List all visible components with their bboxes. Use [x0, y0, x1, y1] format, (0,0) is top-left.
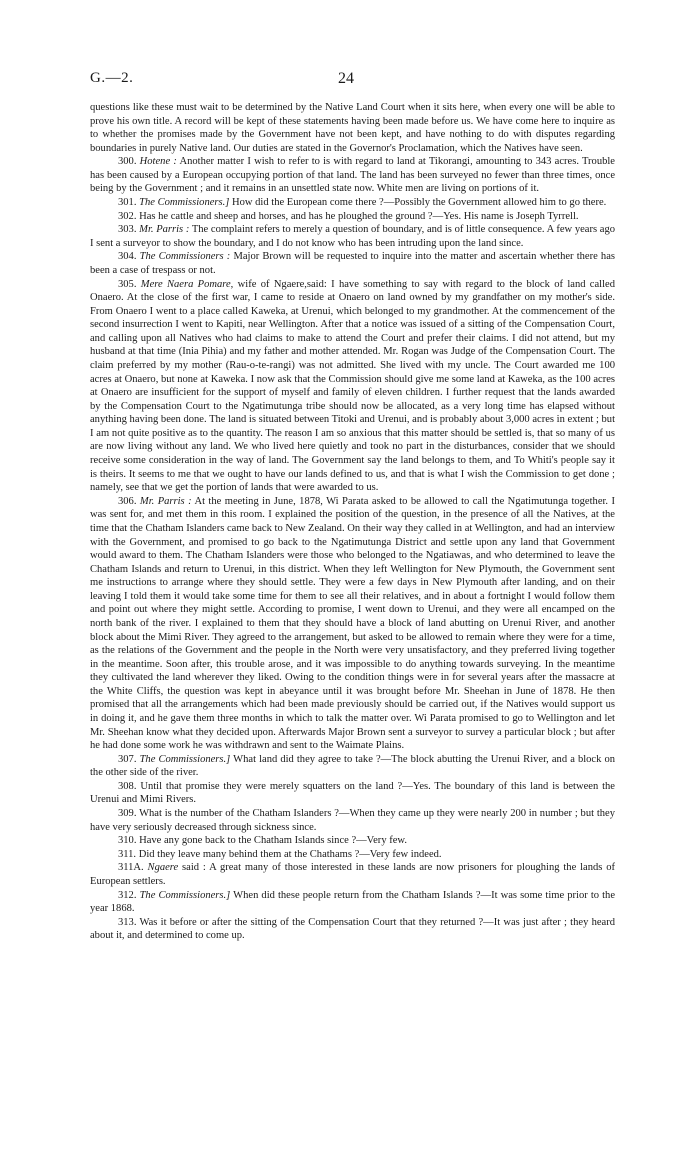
paragraph-text: What land did they agree to take ?—The block abutting the Urenui River, and a block on the other side of the river. — [90, 753, 616, 779]
paragraph-number: 302. — [118, 210, 137, 222]
paragraph — [90, 753, 615, 780]
speaker-name: The Commissioners.] — [139, 197, 230, 209]
paragraph — [90, 889, 615, 916]
paragraph — [90, 101, 615, 155]
paragraph-number: 313. — [118, 916, 137, 928]
paragraph-number: 311. — [118, 848, 137, 860]
speaker-name: Hotene : — [139, 156, 177, 168]
speaker-name: Mr. Parris : — [139, 224, 190, 236]
paragraph — [90, 210, 615, 224]
speaker-name: Mere Naera Pomare, — [140, 278, 234, 290]
paragraph-text: Another matter I wish to refer to is with regard to land at Tikorangi, amounting to 343 acres. Trouble has been caused by a European occupying portion of that land. The land has been surveyed no fewer than three times, once being by the Government ; and it remains in an unsettled state now. White men are living on portions of it. — [90, 156, 615, 195]
speaker-name: Mr. Parris : — [139, 495, 192, 507]
paragraph-text: Did they leave many behind them at the Chathams ?—Very few indeed. — [138, 848, 442, 860]
paragraph-number: 301. — [118, 197, 137, 209]
paragraph — [90, 155, 615, 196]
paragraph-number: 300. — [118, 156, 137, 168]
paragraph-number: 311A. — [118, 862, 144, 874]
paragraph — [90, 196, 615, 210]
paragraph-number: 310. — [118, 835, 137, 847]
paragraph-text: What is the number of the Chatham Islanders ?—When they came up they were nearly 200 in number ; but they have very seriously decreased through sickness since. — [90, 808, 615, 833]
paragraph — [90, 250, 615, 277]
paragraph — [90, 848, 615, 862]
paragraph — [90, 223, 615, 250]
speaker-name: The Commissioners.] — [139, 753, 231, 765]
paragraph — [90, 780, 615, 807]
paragraph-text: At the meeting in June, 1878, Wi Parata asked to be allowed to call the Ngatimutunga together. I was sent for, and met them in this room. I explained the position of the question, in the presence of all the Natives, at the time that the Chatham Islanders came back to New Zealand. On their way they called in at Wellington, and had an interview with the Government, and promised to go back to the Ngatimutunga District and settle upon any land that Government would award to them. The Chatham Islanders were those who belonged to the Ngatiawas, and who determined to leave the Chatham Islands and return to Urenui, in this district. When they left Wellington for New Plymouth, the Government sent me instructions to arrange where they should settle. They were a few days in New Plymouth after landing, and on their leaving I told them it would take some time for them to see all their relatives, and in about a fortnight I would follow them and point out where they might settle. According to promise, I went down to Urenui, and they were all encamped on the north bank of the river. I explained to them that they should have a block of land abutting on Urenui River, and another block about the Mimi River. They agreed to the arrangement, but asked to be allowed to remain where they were for a time, as the relations of the Government and the people in the North were very unsatisfactory, and they preferred living together in the meantime. Soon after, this trouble arose, and it was impossible to do anything towards surveying. In the meantime they cultivated the land wherever they liked. Owing to the condition things were in for several years after the massacre at the White Cliffs, the question was kept in abeyance until it was brought before Mr. Sheehan in June of 1878. He then promised that all the arrangements which had been made previously should be carried out, if the Natives would support us in doing it, and he gave them three months in which to talk the matter over. Wi Parata promised to go to Wellington and let Mr. Sheehan know what they decided upon. Afterwards Major Brown sent a surveyor to survey a particular block ; but after he had done some work he was withdrawn and sent to the Waimate Plains. — [90, 495, 616, 752]
paragraph-number: 304. — [118, 251, 137, 263]
paragraph — [90, 278, 615, 495]
paragraph-text: The complaint refers to merely a question of boundary, and is of little consequence. A few years ago I sent a surveyor to show the boundary, and I do not know who has been intruding upon the land since. — [90, 224, 615, 249]
paragraph-text: When did these people return from the Chatham Islands ?—It was some time prior to the year 1868. — [90, 889, 616, 915]
paragraph — [90, 916, 615, 943]
paragraph-text: Was it before or after the sitting of the Compensation Court that they returned ?—It was just after ; they heard about it, and determined to come up. — [90, 916, 615, 942]
paragraph-number: 312. — [118, 889, 137, 901]
paragraph-text: Major Brown will be requested to inquire into the matter and ascertain whether there has been a case of trespass or not. — [90, 251, 615, 276]
paragraph-text: Has he cattle and sheep and horses, and has he ploughed the ground ?—Yes. His name is Joseph Tyrrell. — [139, 210, 579, 222]
paragraph-text: Have any gone back to the Chatham Islands since ?—Very few. — [139, 835, 407, 847]
paragraph-number: 307. — [118, 753, 137, 765]
paragraph — [90, 861, 615, 888]
paragraph-number: 306. — [118, 495, 137, 507]
page-header — [90, 70, 610, 92]
paragraph — [90, 807, 615, 834]
paragraph — [90, 495, 615, 753]
document-reference: G.—2. — [90, 70, 134, 86]
body-text — [90, 101, 615, 943]
speaker-name: The Commissioners : — [139, 251, 231, 263]
paragraph-text: How did the European come there ?—Possibly the Government allowed him to go there. — [232, 197, 607, 209]
paragraph-number: 309. — [118, 808, 137, 820]
speaker-name: The Commissioners.] — [139, 889, 231, 901]
paragraph-text: Until that promise they were merely squatters on the land ?—Yes. The boundary of this land is between the Urenui and Mimi Rivers. — [90, 780, 615, 806]
paragraph-number: 308. — [118, 780, 137, 792]
page-number: 24 — [338, 70, 354, 87]
paragraph-text: wife of Ngaere,said: I have something to say with regard to the block of land called Onaero. At the close of the first war, I came to reside at Onaero on land owned by my grandfather on my mother's side. From Onaero I went to a place called Kaweka, at Urenui, which belonged to my grandmother. At the commencement of the second insurrection I went to Kapiti, near Wellington. After that a notice was issued of a sitting of the Compensation Court, and calling upon all Natives who had claims to make to attend the Court and prefer their claims. I did not attend, but my husband at that time (Inia Pihia) and my father and mother attended. Mr. Rogan was Judge of the Compensation Court. The claim preferred by my mother (Rau-o-te-rangi) was not admitted. She lived with my uncle. The Court awarded me 100 acres at Onaero, but none at Kaweka. I now ask that the Commission should give me some land at Kaweka, as the 100 acres at Onaero are insufficient for the support of myself and family of eleven children. I further request that the lands awarded by the Compensation Court to the Ngatimutunga tribe should now be allocated, as a very long time has elapsed without anything having been done. The land is situated between Titoki and Urenui, and is probably about 3,000 acres in extent ; but I am not quite positive as to the quantity. The reason I am so anxious that this matter should be settled is, that so many of us are now living without any land. We who lived here quietly and took no part in the disturbances, consider that we should receive some consideration in the way of land. The Government say the land belongs to them, and To Whiti's people say it is theirs. It seems to me that we ought to have our lands defined to us, and that is what I wish the Commission to get done ; namely, see that we get the portion of lands that were awarded to us. — [90, 278, 615, 494]
paragraph-number: 305. — [118, 278, 137, 290]
speaker-name: Ngaere — [147, 862, 179, 874]
paragraph-text: questions like these must wait to be determined by the Native Land Court when it sits here, when every one will be able to prove his own title. A record will be kept of these statements having been made before us. We have come here to inquire as to whether the promises made by the Government have not been kept, and have nothing to do with disputes regarding boundaries in purely Native land. Our duties are stated in the Governor's Proclamation, which the Natives have seen. — [90, 102, 615, 154]
paragraph-text: said : A great many of those interested in these lands are now prisoners for ploughing the lands of European settlers. — [90, 862, 615, 887]
paragraph — [90, 834, 615, 848]
paragraph-number: 303. — [118, 224, 137, 236]
